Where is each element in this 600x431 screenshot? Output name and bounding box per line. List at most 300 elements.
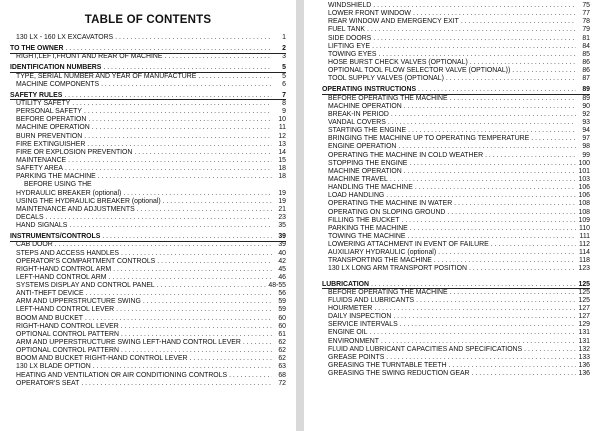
toc-entry[interactable] xyxy=(322,313,590,321)
toc-page-number: 131 xyxy=(578,337,590,345)
toc-entry-title: TRANSPORTING THE MACHINE xyxy=(328,257,432,265)
left-page xyxy=(0,0,296,431)
toc-page-number: 98 xyxy=(582,143,590,151)
toc-entry[interactable] xyxy=(322,135,590,143)
toc-entry[interactable] xyxy=(322,26,590,34)
toc-page-number: 106 xyxy=(578,192,590,200)
dot-leader xyxy=(416,297,576,305)
dot-leader xyxy=(229,372,272,380)
dot-leader xyxy=(123,190,272,198)
dot-leader xyxy=(388,119,576,127)
toc-entry-title: FLUIDS AND LUBRICANTS xyxy=(328,296,415,304)
dot-leader xyxy=(157,282,267,290)
toc-page-number: 101 xyxy=(578,167,590,175)
toc-entry-title: OPERATING ON SLOPING GROUND xyxy=(328,208,446,216)
dot-leader xyxy=(469,265,576,273)
toc-entry[interactable] xyxy=(10,34,286,42)
dot-leader xyxy=(64,92,272,100)
toc-page-number: 90 xyxy=(582,102,590,110)
toc-page-number: 133 xyxy=(578,353,590,361)
toc-entry-title: SYSTEMS DISPLAY AND CONTROL PANEL xyxy=(16,282,155,290)
toc-entry-title: BEFORE OPERATING THE MACHINE xyxy=(328,94,448,102)
toc-entry[interactable] xyxy=(10,190,286,198)
toc-page-number: 12 xyxy=(278,132,286,140)
toc-page-number: 14 xyxy=(278,148,286,156)
toc-entry[interactable] xyxy=(322,266,590,274)
toc-page-number: 19 xyxy=(278,189,286,197)
toc-page-number: 39 xyxy=(278,241,286,249)
toc-entry-title: LUBRICATION xyxy=(322,280,369,288)
toc-entry[interactable] xyxy=(322,2,590,10)
toc-entry-title: SIDE DOORS xyxy=(328,34,372,42)
toc-entry-title: MACHINE OPERATION xyxy=(328,102,402,110)
toc-entry[interactable] xyxy=(322,200,590,208)
dot-leader xyxy=(524,346,576,354)
toc-entry-title: HANDLING THE MACHINE xyxy=(328,184,413,192)
toc-entry-title: FILLING THE BUCKET xyxy=(328,216,400,224)
toc-entry[interactable] xyxy=(322,127,590,135)
dot-leader xyxy=(400,321,576,329)
toc-entry-title: BURN PREVENTION xyxy=(16,132,83,140)
dot-leader xyxy=(374,305,576,313)
toc-entry-title: DECALS xyxy=(16,213,44,221)
toc-entry-title: STOPPING THE ENGINE xyxy=(328,159,408,167)
toc-page-number: 15 xyxy=(278,156,286,164)
toc-entry-title: INSTRUMENTS/CONTROLS xyxy=(10,233,101,241)
dot-leader xyxy=(485,152,576,160)
toc-entry[interactable] xyxy=(10,214,286,222)
toc-entry-title: BEFORE OPERATION xyxy=(16,116,87,124)
toc-entry[interactable] xyxy=(322,119,590,127)
toc-entry-title: IDENTIFICATION NUMBERS xyxy=(10,64,102,72)
dot-leader xyxy=(190,355,272,363)
toc-entry[interactable] xyxy=(10,157,286,165)
toc-page-number: 5 xyxy=(282,64,286,72)
dot-leader xyxy=(391,111,576,119)
dot-leader xyxy=(72,100,272,108)
toc-entry-title: ANTI-THEFT DEVICE xyxy=(16,290,84,298)
toc-entry[interactable] xyxy=(10,372,286,380)
dot-leader xyxy=(438,249,576,257)
toc-entry-title: HYDRAULIC BREAKER (optional) xyxy=(16,189,122,197)
toc-entry[interactable] xyxy=(322,184,590,192)
toc-page-number: 13 xyxy=(278,140,286,148)
toc-entry[interactable] xyxy=(322,103,590,111)
toc-entry-title: HEATING AND VENTILATION OR AIR CONDITIONING CONTROLS xyxy=(16,371,228,379)
dot-leader xyxy=(372,43,576,51)
dot-leader xyxy=(415,184,576,192)
toc-entry[interactable] xyxy=(322,95,590,103)
toc-entry-title: RIGHT-HAND CONTROL ARM xyxy=(16,265,112,273)
toc-entry-title: MAINTENANCE AND ADJUSTMENTS xyxy=(16,205,135,213)
toc-entry-title: ENVIRONMENT xyxy=(328,337,379,345)
toc-entry[interactable] xyxy=(10,380,286,388)
dot-leader xyxy=(408,127,576,135)
toc-section-heading[interactable] xyxy=(10,64,286,72)
toc-entry[interactable] xyxy=(322,225,590,233)
dot-leader xyxy=(410,225,576,233)
toc-page-number: 136 xyxy=(578,362,590,370)
toc-page-number: 127 xyxy=(578,313,590,321)
toc-entry[interactable] xyxy=(322,241,590,249)
toc-section-heading[interactable] xyxy=(322,281,590,289)
toc-entry-title: BOOM AND BUCKET RIGHT-HAND CONTROL LEVER xyxy=(16,355,188,363)
toc-entry-title: LEFT-HAND CONTROL LEVER xyxy=(16,306,115,314)
right-page xyxy=(304,0,600,431)
toc-entry-title: SERVICE INTERVALS xyxy=(328,321,398,329)
toc-page-number: 84 xyxy=(582,42,590,50)
toc-entry-title: PERSONAL SAFETY xyxy=(16,108,82,116)
toc-page-number: 110 xyxy=(579,224,590,232)
toc-entry[interactable] xyxy=(322,297,590,305)
dot-leader xyxy=(386,192,576,200)
toc-page-number: 21 xyxy=(278,205,286,213)
dot-leader xyxy=(65,45,272,53)
toc-entry[interactable] xyxy=(322,346,590,354)
toc-entry[interactable] xyxy=(10,250,286,258)
toc-page-number: 63 xyxy=(278,363,286,371)
toc-section-heading[interactable] xyxy=(10,233,286,241)
dot-leader xyxy=(68,157,272,165)
toc-entry[interactable] xyxy=(10,108,286,116)
toc-entry[interactable] xyxy=(10,73,286,81)
dot-leader xyxy=(84,108,272,116)
toc-entry[interactable] xyxy=(322,289,590,297)
toc-page-number: 92 xyxy=(582,110,590,118)
toc-entry-title: BREAK-IN PERIOD xyxy=(328,110,389,118)
toc-entry[interactable] xyxy=(322,143,590,151)
toc-entry-title: LOWER FRONT WINDOW xyxy=(328,10,411,18)
toc-entry[interactable] xyxy=(10,173,286,181)
toc-page-number: 136 xyxy=(578,370,590,378)
toc-page-number: 6 xyxy=(282,80,286,88)
toc-page-number: 72 xyxy=(278,379,286,387)
dot-leader xyxy=(101,81,272,89)
toc-entry[interactable] xyxy=(322,209,590,217)
toc-page-number: 93 xyxy=(582,118,590,126)
toc-entry-title: FUEL TANK xyxy=(328,26,366,34)
toc-entry[interactable] xyxy=(10,355,286,363)
toc-page-number: 125 xyxy=(578,296,590,304)
toc-entry-title: PARKING THE MACHINE xyxy=(328,224,408,232)
dot-leader xyxy=(531,135,576,143)
toc-entry-title: GREASING THE SWING REDUCTION GEAR xyxy=(328,370,470,378)
dot-leader xyxy=(116,306,272,314)
toc-page-number: 111 xyxy=(579,232,590,240)
toc-page-number: 39 xyxy=(278,233,286,241)
toc-entry-title: FLUID AND LUBRICANT CAPACITIES AND SPECIFICATIONS xyxy=(328,345,523,353)
dot-leader xyxy=(88,116,272,124)
toc-entry-title: HOURMETER xyxy=(328,305,373,313)
toc-page-number: 1 xyxy=(282,33,286,41)
toc-entry-title: ARM AND UPPERSTRUCTURE SWING LEFT-HAND CONTROL LEVER xyxy=(16,339,241,347)
toc-entry-title: RIGHT-HAND CONTROL LEVER xyxy=(16,322,119,330)
toc-section-heading[interactable] xyxy=(10,45,286,53)
toc-entry-title: OPERATING THE MACHINE IN COLD WEATHER xyxy=(328,151,484,159)
toc-entry-title: TYPE, SERIAL NUMBER AND YEAR OF MANUFACTURE xyxy=(16,72,197,80)
toc-page-number: 89 xyxy=(582,86,590,94)
dot-leader xyxy=(367,26,576,34)
toc-page-number: 81 xyxy=(582,34,590,42)
dot-leader xyxy=(449,362,576,370)
dot-leader xyxy=(84,133,272,141)
toc-page-number: 5 xyxy=(282,72,286,80)
toc-entry-title: TOOL SUPPLY VALVES (OPTIONAL) xyxy=(328,75,444,83)
dot-leader xyxy=(108,274,272,282)
dot-leader xyxy=(447,209,576,217)
dot-leader xyxy=(121,323,272,331)
toc-page-number: 10 xyxy=(278,116,286,124)
page-title: TABLE OF CONTENTS xyxy=(84,14,212,26)
dot-leader xyxy=(371,281,576,289)
toc-entry[interactable] xyxy=(10,339,286,347)
toc-entry-title: OPERATING THE MACHINE IN WATER xyxy=(328,200,453,208)
toc-entry[interactable] xyxy=(10,282,286,290)
toc-entry-title: MACHINE COMPONENTS xyxy=(16,80,100,88)
toc-entry[interactable] xyxy=(322,160,590,168)
toc-entry-title: TO THE OWNER xyxy=(10,45,64,53)
dot-leader xyxy=(87,141,272,149)
toc-entry[interactable] xyxy=(10,116,286,124)
section-gap xyxy=(322,274,590,278)
toc-entry-title: 130 LX - 160 LX EXCAVATORS xyxy=(16,33,114,41)
dot-leader xyxy=(470,59,576,67)
dot-leader xyxy=(157,258,272,266)
toc-entry[interactable] xyxy=(10,53,286,61)
dot-leader xyxy=(143,298,272,306)
toc-entry[interactable] xyxy=(322,10,590,18)
toc-page-number: 62 xyxy=(278,347,286,355)
toc-entry[interactable] xyxy=(10,198,286,206)
toc-entry-title: CAB DOOR xyxy=(16,241,53,249)
toc-entry[interactable] xyxy=(322,257,590,265)
toc-entry[interactable] xyxy=(322,338,590,346)
toc-section-heading[interactable] xyxy=(322,86,590,94)
toc-page-number: 60 xyxy=(278,322,286,330)
toc-entry[interactable] xyxy=(10,298,286,306)
toc-entry[interactable] xyxy=(322,35,590,43)
toc-entry[interactable] xyxy=(322,59,590,67)
toc-section-heading[interactable] xyxy=(10,92,286,100)
toc-page-number: 118 xyxy=(579,257,590,265)
toc-entry-title: OPERATOR'S COMPARTMENT CONTROLS xyxy=(16,257,156,265)
toc-entry[interactable] xyxy=(10,222,286,230)
dot-leader xyxy=(121,347,272,355)
toc-entry[interactable] xyxy=(322,321,590,329)
toc-entry[interactable] xyxy=(10,347,286,355)
toc-page-number: 7 xyxy=(282,91,286,99)
toc-entry[interactable] xyxy=(322,217,590,225)
dot-leader xyxy=(103,64,272,72)
toc-entry[interactable] xyxy=(322,43,590,51)
toc-page-number: 94 xyxy=(582,127,590,135)
toc-page-number: 109 xyxy=(578,216,590,224)
toc-entry-title: AUXILIARY HYDRAULIC (optional) xyxy=(328,249,437,257)
dot-leader xyxy=(46,214,272,222)
dot-leader xyxy=(461,18,576,26)
toc-page-number: 3 xyxy=(282,53,286,61)
toc-entry[interactable] xyxy=(10,206,286,214)
toc-page-number: 42 xyxy=(278,257,286,265)
dot-leader xyxy=(446,75,576,83)
toc-entry[interactable] xyxy=(322,370,590,378)
page-gutter xyxy=(296,0,304,431)
toc-entry[interactable] xyxy=(10,100,286,108)
toc-page-number: 79 xyxy=(582,26,590,34)
toc-entry[interactable] xyxy=(322,176,590,184)
dot-leader xyxy=(85,315,272,323)
toc-entry[interactable] xyxy=(10,181,286,189)
dot-leader xyxy=(165,53,272,61)
toc-entry-title: MACHINE OPERATION xyxy=(328,167,402,175)
toc-page-number: 9 xyxy=(282,108,286,116)
toc-entry-title: BRINGING THE MACHINE UP TO OPERATING TEMPERATURE xyxy=(328,135,530,143)
toc-entry-title: OPTIONAL CONTROL PATTERN xyxy=(16,347,119,355)
dot-leader xyxy=(115,34,272,42)
dot-leader xyxy=(409,160,576,168)
toc-entry-title: 130 LX BLADE OPTION xyxy=(16,363,91,371)
toc-entry[interactable] xyxy=(322,305,590,313)
toc-page-number: 99 xyxy=(582,151,590,159)
toc-page-number: 125 xyxy=(578,280,590,288)
dot-leader xyxy=(401,217,576,225)
dot-leader xyxy=(398,143,576,151)
toc-entry[interactable] xyxy=(10,331,286,339)
dot-leader xyxy=(369,329,576,337)
toc-entry[interactable] xyxy=(322,111,590,119)
toc-entry[interactable] xyxy=(322,152,590,160)
toc-entry[interactable] xyxy=(10,363,286,371)
toc-entry[interactable] xyxy=(322,329,590,337)
toc-page-number: 89 xyxy=(582,94,590,102)
toc-entry[interactable] xyxy=(10,258,286,266)
dot-leader xyxy=(65,165,272,173)
dot-leader xyxy=(418,86,576,94)
toc-page-number: 23 xyxy=(278,213,286,221)
toc-entry-title: PARKING THE MACHINE xyxy=(16,173,96,181)
toc-entry-title: LIFTING EYE xyxy=(328,42,371,50)
dot-leader xyxy=(134,149,272,157)
toc-page-number: 62 xyxy=(278,339,286,347)
toc-page-number: 18 xyxy=(278,173,286,181)
toc-entry-title: HAND SIGNALS xyxy=(16,222,68,230)
dot-leader xyxy=(404,103,576,111)
toc-page-number: 78 xyxy=(582,18,590,26)
toc-entry[interactable] xyxy=(10,165,286,173)
toc-entry-title: DAILY INSPECTION xyxy=(328,313,392,321)
dot-leader xyxy=(243,339,272,347)
toc-entry-title: GREASING THE TURNTABLE TEETH xyxy=(328,362,447,370)
toc-entry[interactable] xyxy=(322,51,590,59)
dot-leader xyxy=(102,233,272,241)
toc-entry-title: MACHINE OPERATION xyxy=(16,124,90,132)
toc-entry[interactable] xyxy=(322,168,590,176)
dot-leader xyxy=(454,200,576,208)
toc-entry-title: BEFORE OPERATING THE MACHINE xyxy=(328,288,448,296)
toc-entry-title: OPERATING INSTRUCTIONS xyxy=(322,86,417,94)
toc-entry[interactable] xyxy=(10,315,286,323)
toc-entry[interactable] xyxy=(10,290,286,298)
toc-page-number: 56 xyxy=(278,290,286,298)
toc-entry[interactable] xyxy=(322,18,590,26)
toc-entry-title: STEPS AND ACCESS HANDLES xyxy=(16,249,120,257)
dot-leader xyxy=(434,257,576,265)
dot-leader xyxy=(491,241,576,249)
toc-entry[interactable] xyxy=(10,81,286,89)
toc-page-number: 45 xyxy=(278,265,286,273)
dot-leader xyxy=(98,173,272,181)
toc-list-left xyxy=(10,34,286,388)
toc-entry[interactable] xyxy=(10,323,286,331)
toc-entry-title: FIRE OR EXPLOSION PREVENTION xyxy=(16,148,133,156)
toc-entry[interactable] xyxy=(10,307,286,315)
dot-leader xyxy=(163,198,272,206)
toc-entry[interactable] xyxy=(322,354,590,362)
toc-page-number: 18 xyxy=(278,165,286,173)
toc-entry[interactable] xyxy=(322,67,590,75)
toc-page-number: 100 xyxy=(578,159,590,167)
dot-leader xyxy=(81,380,272,388)
toc-entry-title: TOWING THE MACHINE xyxy=(328,232,406,240)
dot-leader xyxy=(373,35,576,43)
toc-entry[interactable] xyxy=(10,274,286,282)
toc-page-number: 131 xyxy=(578,329,590,337)
toc-entry-title: VANDAL COVERS xyxy=(328,118,386,126)
toc-entry[interactable] xyxy=(322,75,590,83)
dot-leader xyxy=(450,95,576,103)
toc-page-number: 11 xyxy=(278,124,286,132)
dot-leader xyxy=(407,233,576,241)
toc-entry[interactable] xyxy=(322,233,590,241)
toc-page-number: 112 xyxy=(579,241,590,249)
toc-page-number: 114 xyxy=(579,249,590,257)
toc-entry[interactable] xyxy=(322,362,590,370)
toc-page-number: 86 xyxy=(582,67,590,75)
toc-entry-title: ENGINE OIL xyxy=(328,329,368,337)
toc-entry-title: OPTIONAL CONTROL PATTERN xyxy=(16,330,119,338)
dot-leader xyxy=(512,67,576,75)
toc-entry[interactable] xyxy=(10,124,286,132)
dot-leader xyxy=(381,338,576,346)
toc-page-number: 129 xyxy=(578,321,590,329)
dot-leader xyxy=(86,290,272,298)
toc-entry-title: LOWERING ATTACHMENT IN EVENT OF FAILURE xyxy=(328,241,489,249)
dot-leader xyxy=(121,331,272,339)
toc-page-number: 61 xyxy=(278,330,286,338)
toc-entry-title: WINDSHIELD xyxy=(328,1,372,9)
toc-entry-title: LEFT-HAND CONTROL ARM xyxy=(16,273,107,281)
toc-entry[interactable] xyxy=(10,241,286,249)
dot-leader xyxy=(137,206,272,214)
toc-page-number: 108 xyxy=(578,200,590,208)
toc-page-number: 19 xyxy=(278,197,286,205)
toc-entry-title: UTILITY SAFETY xyxy=(16,99,71,107)
dot-leader xyxy=(386,354,576,362)
toc-entry[interactable] xyxy=(10,133,286,141)
dot-leader xyxy=(390,176,576,184)
toc-entry[interactable] xyxy=(322,249,590,257)
dot-leader xyxy=(373,2,576,10)
toc-entry-title: MACHINE TRAVEL xyxy=(328,175,388,183)
toc-list-right xyxy=(322,2,590,378)
toc-entry[interactable] xyxy=(10,266,286,274)
toc-page-number: 62 xyxy=(278,355,286,363)
toc-entry-title: MAINTENANCE xyxy=(16,156,67,164)
toc-entry[interactable] xyxy=(10,149,286,157)
toc-entry[interactable] xyxy=(322,192,590,200)
toc-entry[interactable] xyxy=(10,141,286,149)
dot-leader xyxy=(121,250,272,258)
